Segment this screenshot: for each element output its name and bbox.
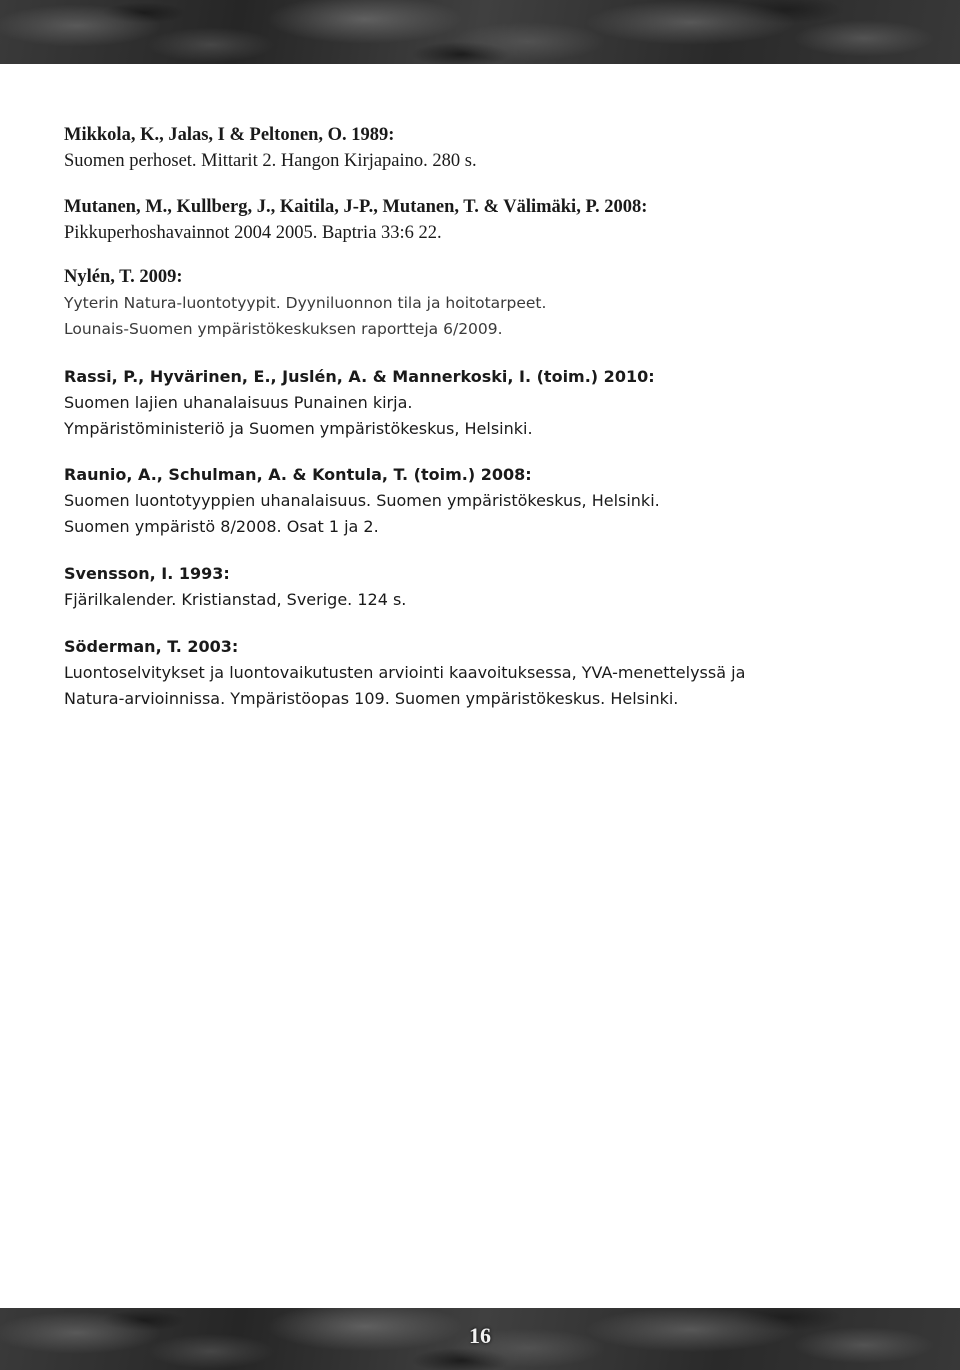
page-number: 16 [469, 1323, 491, 1348]
reference-heading: Svensson, I. 1993: [64, 564, 230, 583]
reference-heading: Mikkola, K., Jalas, I & Peltonen, O. 1989: [64, 125, 395, 145]
reference-text: Lounais-Suomen ympäristökeskuksen raportteja 6/2009. [64, 320, 503, 338]
reference-list [64, 122, 904, 732]
reference-text: Suomen ympäristö 8/2008. Osat 1 ja 2. [64, 517, 379, 536]
reference-entry [64, 264, 904, 342]
reference-heading: Raunio, A., Schulman, A. & Kontula, T. (toim.) 2008: [64, 465, 532, 484]
reference-text: Luontoselvitykset ja luontovaikutusten arviointi kaavoituksessa, YVA-menettelyssä ja [64, 663, 746, 682]
reference-entry [64, 561, 904, 613]
reference-text: Suomen lajien uhanalaisuus Punainen kirja. [64, 393, 413, 412]
reference-text: Suomen perhoset. Mittarit 2. Hangon Kirjapaino. 280 s. [64, 151, 477, 171]
reference-text: Suomen luontotyyppien uhanalaisuus. Suomen ympäristökeskus, Helsinki. [64, 491, 660, 510]
reference-heading: Mutanen, M., Kullberg, J., Kaitila, J-P., Mutanen, T. & Välimäki, P. 2008: [64, 197, 648, 217]
reference-heading: Rassi, P., Hyvärinen, E., Juslén, A. & Mannerkoski, I. (toim.) 2010: [64, 367, 655, 386]
reference-heading: Söderman, T. 2003: [64, 637, 239, 656]
reference-text: Natura-arvioinnissa. Ympäristöopas 109. Suomen ympäristökeskus. Helsinki. [64, 689, 679, 708]
reference-text: Pikkuperhoshavainnot 2004 2005. Baptria 33:6 22. [64, 223, 442, 243]
reference-entry [64, 462, 904, 540]
reference-heading: Nylén, T. 2009: [64, 267, 183, 287]
reference-entry [64, 634, 904, 712]
reference-entry [64, 364, 904, 442]
reference-text: Fjärilkalender. Kristianstad, Sverige. 124 s. [64, 590, 407, 609]
reference-text: Yyterin Natura-luontotyypit. Dyyniluonnon tila ja hoitotarpeet. [64, 294, 547, 312]
header-stone-texture [0, 0, 960, 64]
reference-text: Ympäristöministeriö ja Suomen ympäristökeskus, Helsinki. [64, 419, 533, 438]
reference-entry [64, 122, 904, 174]
reference-entry [64, 194, 904, 246]
